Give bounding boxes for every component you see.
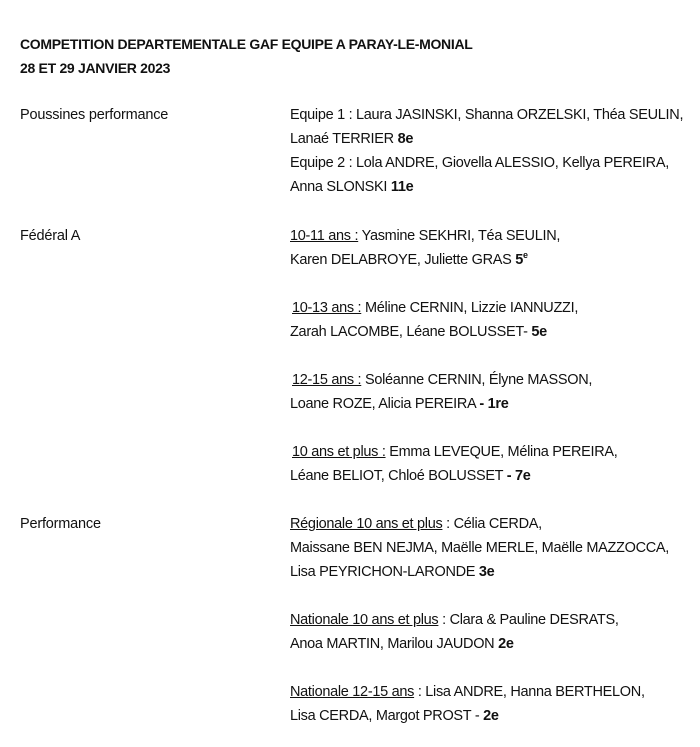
- team-line: 10-13 ans : Méline CERNIN, Lizzie IANNUZZI,: [292, 300, 579, 316]
- team-line: 12-15 ans : Soléanne CERNIN, Élyne MASSON,: [292, 372, 593, 388]
- rank: 5e: [515, 250, 528, 268]
- team-line: Lanaé TERRIER 8e: [290, 131, 414, 147]
- rank: 2e: [498, 636, 514, 652]
- team-line: Anoa MARTIN, Marilou JAUDON 2e: [290, 636, 514, 652]
- category-label: Régionale 10 ans et plus: [290, 516, 443, 532]
- document-dates: 28 ET 29 JANVIER 2023: [20, 60, 171, 76]
- rank: 3e: [478, 564, 495, 580]
- team-line: Loane ROZE, Alicia PEREIRA - 1re: [290, 396, 509, 412]
- team-line: Lisa PEYRICHON-LARONDE 3e: [290, 564, 495, 580]
- team-line: Equipe 2 : Lola ANDRE, Giovella ALESSIO, Kellya PEREIRA,: [290, 155, 669, 171]
- team-line: Nationale 10 ans et plus : Clara & Pauline DESRATS,: [290, 612, 619, 628]
- category-label: Nationale 12-15 ans: [290, 684, 415, 700]
- team-line: Régionale 10 ans et plus : Célia CERDA,: [290, 516, 542, 532]
- rank: - 1re: [479, 396, 509, 412]
- category-label: 10 ans et plus :: [292, 444, 386, 460]
- section-label-poussines: Poussines performance: [20, 107, 169, 123]
- category-label: 12-15 ans :: [292, 372, 362, 388]
- category-label: Nationale 10 ans et plus: [290, 612, 439, 628]
- section-label-performance: Performance: [20, 516, 101, 532]
- team-line: Lisa CERDA, Margot PROST - 2e: [290, 708, 499, 724]
- category-label: 10-13 ans :: [292, 300, 362, 316]
- category-label: 10-11 ans :: [290, 228, 359, 244]
- rank: 2e: [483, 708, 499, 724]
- team-line: Equipe 1 : Laura JASINSKI, Shanna ORZELSKI, Théa SEULIN,: [290, 107, 684, 123]
- team-line: 10-11 ans : Yasmine SEKHRI, Téa SEULIN,: [290, 228, 561, 244]
- team-line: Anna SLONSKI 11e: [290, 179, 414, 195]
- team-line: Nationale 12-15 ans : Lisa ANDRE, Hanna BERTHELON,: [290, 684, 645, 700]
- section-label-federal: Fédéral A: [20, 228, 81, 244]
- team-line: Karen DELABROYE, Juliette GRAS 5e: [290, 250, 528, 268]
- rank: 11e: [390, 179, 414, 195]
- team-line: Léane BELIOT, Chloé BOLUSSET - 7e: [290, 468, 531, 484]
- team-line: Zarah LACOMBE, Léane BOLUSSET- 5e: [290, 324, 547, 340]
- team-line: Maissane BEN NEJMA, Maëlle MERLE, Maëlle MAZZOCCA,: [290, 540, 670, 556]
- team-line: 10 ans et plus : Emma LEVEQUE, Mélina PEREIRA,: [292, 444, 618, 460]
- rank: - 7e: [506, 468, 531, 484]
- rank: 5e: [531, 324, 547, 340]
- rank: 8e: [397, 131, 414, 147]
- document-title: COMPETITION DEPARTEMENTALE GAF EQUIPE A PARAY-LE-MONIAL: [20, 36, 473, 52]
